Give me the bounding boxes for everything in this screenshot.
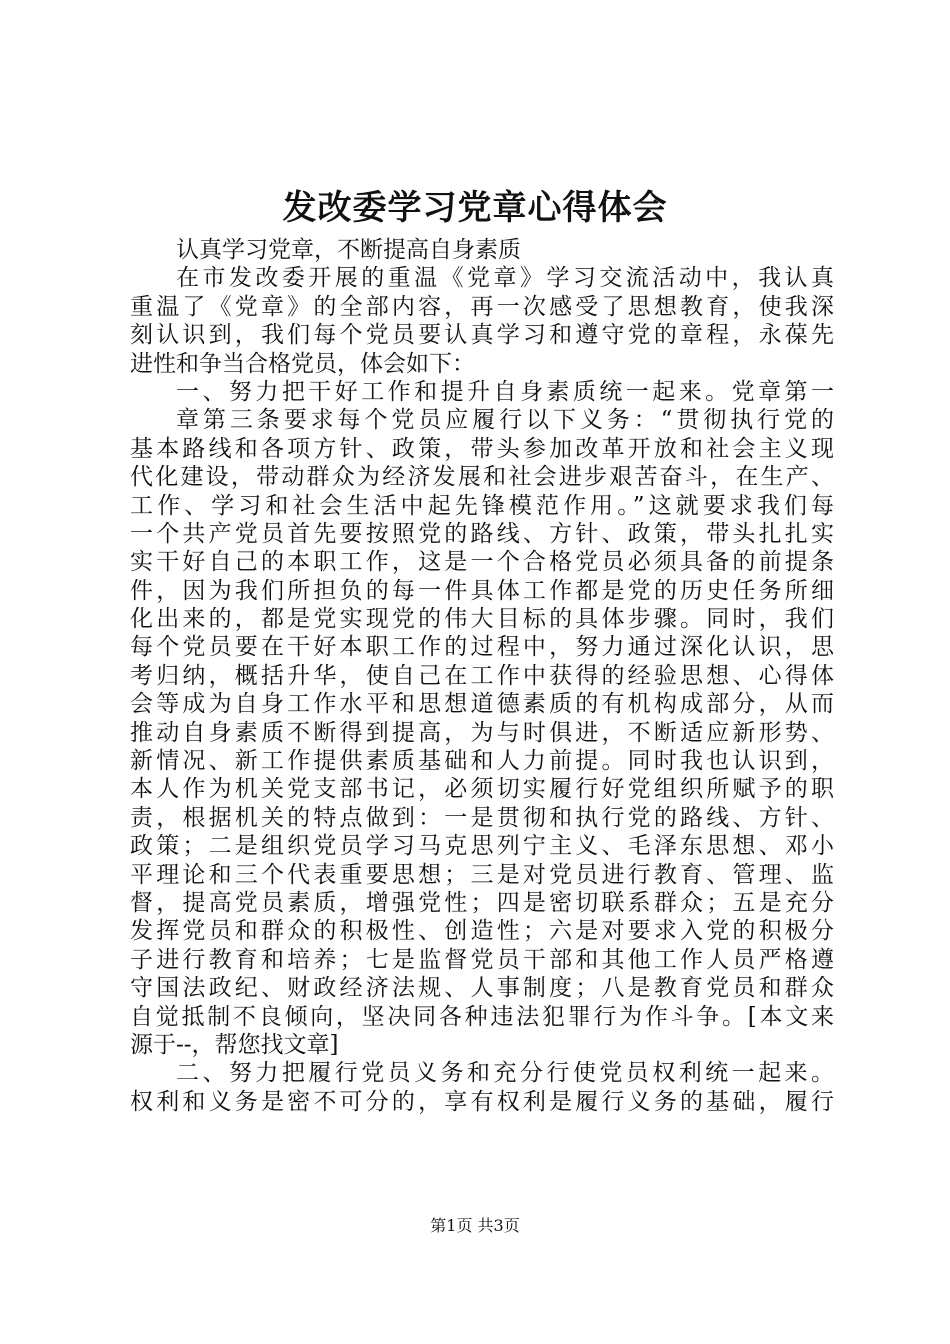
text-line: 实干好自己的本职工作，这是一个合格党员必须具备的前提条 [130, 549, 834, 576]
text-line: 认真学习党章，不断提高自身素质 [176, 237, 521, 263]
text-line: 新情况、新工作提供素质基础和人力前提。同时我也认识到， [130, 748, 834, 775]
text-line: 进性和争当合格党员，体会如下： [130, 350, 475, 377]
text-line: 平理论和三个代表重要思想；三是对党员进行教育、管理、监 [130, 861, 834, 888]
document-body [130, 236, 834, 1116]
document-title: 发改委学习党章心得体会 [282, 188, 668, 228]
text-line: 会等成为自身工作水平和思想道德素质的有机构成部分，从而 [130, 691, 834, 718]
text-line: 源于--，帮您找文章] [130, 1031, 339, 1058]
page-footer: 第1页 共3页 [430, 1216, 520, 1235]
text-line: 二、努力把履行党员义务和充分行使党员权利统一起来。 [176, 1060, 834, 1087]
text-line: 重温了《党章》的全部内容，再一次感受了思想教育，使我深 [130, 293, 834, 320]
text-line: 一、努力把干好工作和提升自身素质统一起来。党章第一 [176, 378, 834, 405]
text-line: 在市发改委开展的重温《党章》学习交流活动中，我认真 [176, 265, 834, 292]
text-line: 子进行教育和培养；七是监督党员干部和其他工作人员严格遵 [130, 946, 834, 973]
text-line: 守国法政纪、财政经济法规、人事制度；八是教育党员和群众 [130, 975, 834, 1002]
text-line: 代化建设，带动群众为经济发展和社会进步艰苦奋斗，在生产、 [130, 464, 834, 491]
text-line: 政策；二是组织党员学习马克思列宁主义、毛泽东思想、邓小 [130, 833, 834, 860]
text-line: 章第三条要求每个党员应履行以下义务：“贯彻执行党的 [176, 407, 834, 434]
text-line: 基本路线和各项方针、政策，带头参加改革开放和社会主义现 [130, 435, 834, 462]
text-line: 考归纳，概括升华，使自己在工作中获得的经验思想、心得体 [130, 662, 834, 689]
text-line: 工作、学习和社会生活中起先锋模范作用。”这就要求我们每 [130, 492, 834, 519]
text-line: 自觉抵制不良倾向，坚决同各种违法犯罪行为作斗争。[本文来 [130, 1003, 834, 1030]
text-line: 本人作为机关党支部书记，必须切实履行好党组织所赋予的职 [130, 776, 834, 803]
text-line: 件，因为我们所担负的每一件具体工作都是党的历史任务所细 [130, 577, 834, 604]
text-line: 刻认识到，我们每个党员要认真学习和遵守党的章程，永葆先 [130, 322, 834, 349]
text-line: 推动自身素质不断得到提高，为与时俱进，不断适应新形势、 [130, 719, 834, 746]
text-line: 责，根据机关的特点做到：一是贯彻和执行党的路线、方针、 [130, 804, 834, 831]
text-line: 化出来的，都是党实现党的伟大目标的具体步骤。同时，我们 [130, 606, 834, 633]
text-line: 权利和义务是密不可分的，享有权利是履行义务的基础，履行 [130, 1088, 834, 1115]
text-line: 督，提高党员素质，增强党性；四是密切联系群众；五是充分 [130, 889, 834, 916]
text-line: 每个党员要在干好本职工作的过程中，努力通过深化认识，思 [130, 634, 834, 661]
text-line: 一个共产党员首先要按照党的路线、方针、政策，带头扎扎实 [130, 520, 834, 547]
text-line: 发挥党员和群众的积极性、创造性；六是对要求入党的积极分 [130, 918, 834, 945]
